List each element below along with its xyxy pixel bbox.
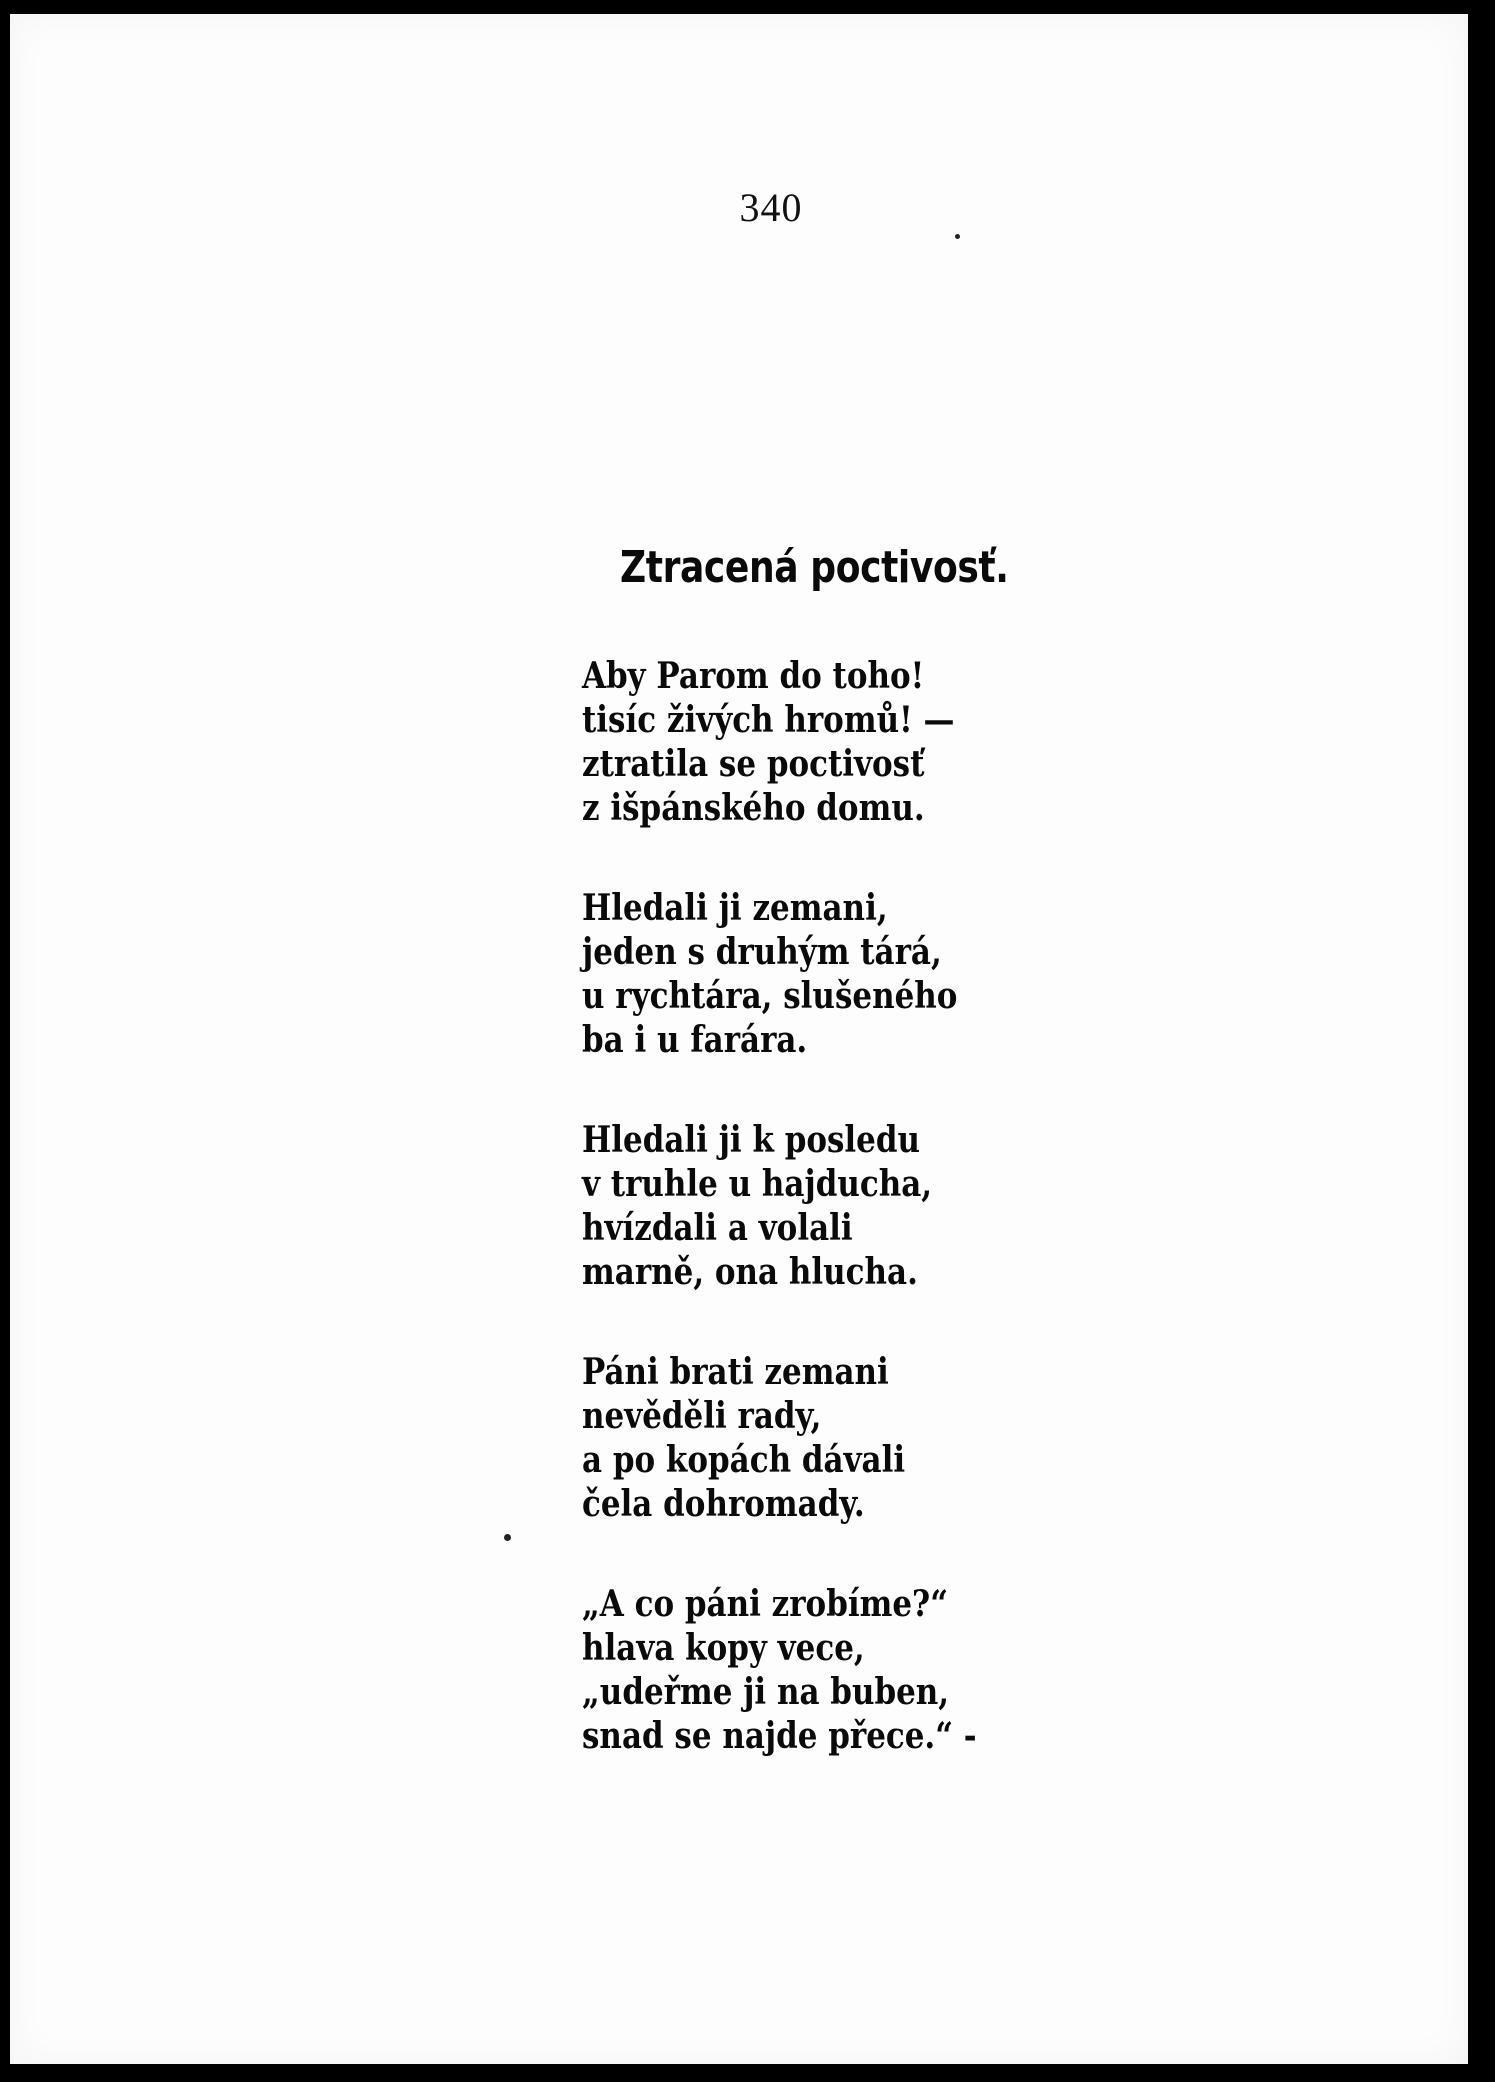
verse-line: Hledali ji zemani, xyxy=(582,887,888,929)
book-page xyxy=(10,14,1468,2064)
page-number: 340 xyxy=(739,185,803,230)
ink-speck xyxy=(504,1534,511,1541)
verse-line: a po kopách dávali xyxy=(582,1439,906,1481)
stanza xyxy=(582,1582,1041,1758)
verse-line: Hledali ji k posledu xyxy=(582,1119,921,1161)
verse-line: jeden s druhým tárá, xyxy=(582,931,942,973)
verse-line: tisíc živých hromů! — xyxy=(582,699,955,741)
poem-title: Ztracená poctivosť. xyxy=(620,542,1009,593)
verse-line: v truhle u hajducha, xyxy=(582,1163,933,1205)
verse-line: ztratila se poctivosť xyxy=(582,743,925,785)
verse-line: nevěděli rady, xyxy=(582,1395,822,1437)
verse-line: hvízdali a volali xyxy=(582,1207,853,1249)
stanza xyxy=(582,1118,1041,1294)
poem-body xyxy=(582,654,1041,1814)
verse-line: Aby Parom do toho! xyxy=(582,655,925,697)
stanza xyxy=(582,654,1041,830)
page-edge xyxy=(1468,0,1495,2082)
stanza xyxy=(582,1350,1041,1526)
verse-line: marně, ona hlucha. xyxy=(582,1251,918,1293)
verse-line: „udeřme ji na buben, xyxy=(582,1671,950,1713)
verse-line: u rychtára, slušeného xyxy=(582,975,958,1017)
verse-line: z išpánského domu. xyxy=(582,787,925,829)
verse-line: čela dohromady. xyxy=(582,1483,865,1525)
verse-line: hlava kopy vece, xyxy=(582,1627,865,1669)
verse-line: „A co páni zrobíme?“ xyxy=(582,1583,949,1625)
verse-line: ba i u farára. xyxy=(582,1019,808,1061)
stanza xyxy=(582,886,1041,1062)
verse-line: snad se najde přece.“ - xyxy=(582,1715,977,1757)
verse-line: Páni brati zemani xyxy=(582,1351,889,1393)
ink-speck xyxy=(955,234,960,239)
